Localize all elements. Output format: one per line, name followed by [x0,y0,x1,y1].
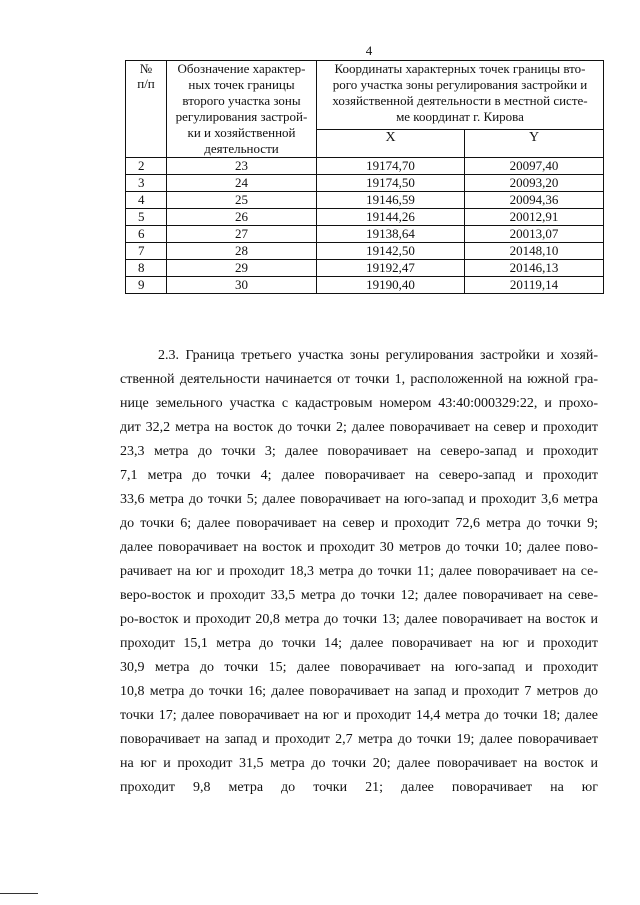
table-body [126,158,604,294]
table-row [126,209,604,226]
paragraph-line: до точки 6; далее поворачивает на север и проходит 72,6 метра до точки 9; [120,516,598,531]
row-x: 19144,26 [317,209,465,226]
scan-margin-line [0,893,38,894]
paragraph-line: 33,6 метра до точки 5; далее поворачивает на юго-запад и проходит 3,6 метра [120,492,598,507]
header-y: Y [465,129,604,157]
paragraph-line: ственной деятельности начинается от точки 1, расположенной на южной гра- [120,372,598,387]
row-y: 20094,36 [465,192,604,209]
paragraph-line: рачивает на юг и проходит 18,3 метра до точки 11; далее поворачивает на се- [120,564,598,579]
row-y: 20119,14 [465,277,604,294]
table-header-row [126,61,604,130]
header-coordinates [317,61,604,130]
paragraph-line: ро-восток и проходит 20,8 метра до точки 13; далее поворачивает на восток и [120,612,598,627]
row-x: 19174,70 [317,158,465,175]
row-point: 24 [167,175,317,192]
boundary-description-paragraph [120,344,598,800]
paragraph-line: 23,3 метра до точки 3; далее поворачивает на северо-запад и проходит [120,444,598,459]
header-coordinates-text: Координаты характерных точек границы вто- рого участка зоны регулирования застройки и хозяйственной деятельности в местной систе- ме координат г. Кирова [332,61,588,124]
paragraph-line: проходит 9,8 метра до точки 21; далее поворачивает на юг [120,780,598,795]
row-x: 19146,59 [317,192,465,209]
row-number: 3 [126,175,167,192]
row-point: 23 [167,158,317,175]
table-row [126,226,604,243]
row-point: 25 [167,192,317,209]
row-point: 27 [167,226,317,243]
row-y: 20012,91 [465,209,604,226]
row-number: 8 [126,260,167,277]
row-x: 19142,50 [317,243,465,260]
row-point: 26 [167,209,317,226]
row-point: 29 [167,260,317,277]
header-number [126,61,167,158]
paragraph-line: 2.3. Граница третьего участка зоны регулирования застройки и хозяй- [158,348,598,363]
header-x: X [317,129,465,157]
row-y: 20146,13 [465,260,604,277]
row-point: 30 [167,277,317,294]
row-y: 20093,20 [465,175,604,192]
header-number-text: № п/п [137,61,155,91]
row-number: 9 [126,277,167,294]
paragraph-line: нице земельного участка с кадастровым номером 43:40:000329:22, и прохо- [120,396,598,411]
page-number: 4 [365,43,373,58]
paragraph-line: 10,8 метра до точки 16; далее поворачивает на запад и проходит 7 метров до [120,684,598,699]
paragraph-line: далее поворачивает на восток и проходит 30 метров до точки 10; далее пово- [120,540,598,555]
table-row [126,243,604,260]
row-y: 20097,40 [465,158,604,175]
row-y: 20148,10 [465,243,604,260]
coordinates-table [125,60,604,294]
paragraph-line: проходит 15,1 метра до точки 14; далее поворачивает на юг и проходит [120,636,598,651]
row-number: 4 [126,192,167,209]
row-number: 2 [126,158,167,175]
table-row [126,277,604,294]
row-number: 7 [126,243,167,260]
row-number: 5 [126,209,167,226]
row-number: 6 [126,226,167,243]
row-x: 19190,40 [317,277,465,294]
header-point-designation-text: Обозначение характер- ных точек границы второго участка зоны регулирования застрой- ки и хозяйственной деятельности [175,61,308,156]
paragraph-line: веро-восток и проходит 33,5 метра до точки 12; далее поворачивает на севе- [120,588,598,603]
paragraph-line: поворачивает на запад и проходит 2,7 метра до точки 19; далее поворачивает [120,732,598,747]
header-point-designation [167,61,317,158]
row-x: 19174,50 [317,175,465,192]
row-x: 19138,64 [317,226,465,243]
table-row [126,192,604,209]
table-row [126,158,604,175]
paragraph-line: 7,1 метра до точки 4; далее поворачивает на северо-запад и проходит [120,468,598,483]
paragraph-line: на юг и проходит 31,5 метра до точки 20; далее поворачивает на восток и [120,756,598,771]
row-y: 20013,07 [465,226,604,243]
paragraph-line: 30,9 метра до точки 15; далее поворачивает на юго-запад и проходит [120,660,598,675]
paragraph-line: дит 32,2 метра на восток до точки 2; далее поворачивает на север и проходит [120,420,598,435]
row-x: 19192,47 [317,260,465,277]
row-point: 28 [167,243,317,260]
table-row [126,260,604,277]
table-row [126,175,604,192]
paragraph-line: точки 17; далее поворачивает на юг и проходит 14,4 метра до точки 18; далее [120,708,598,723]
